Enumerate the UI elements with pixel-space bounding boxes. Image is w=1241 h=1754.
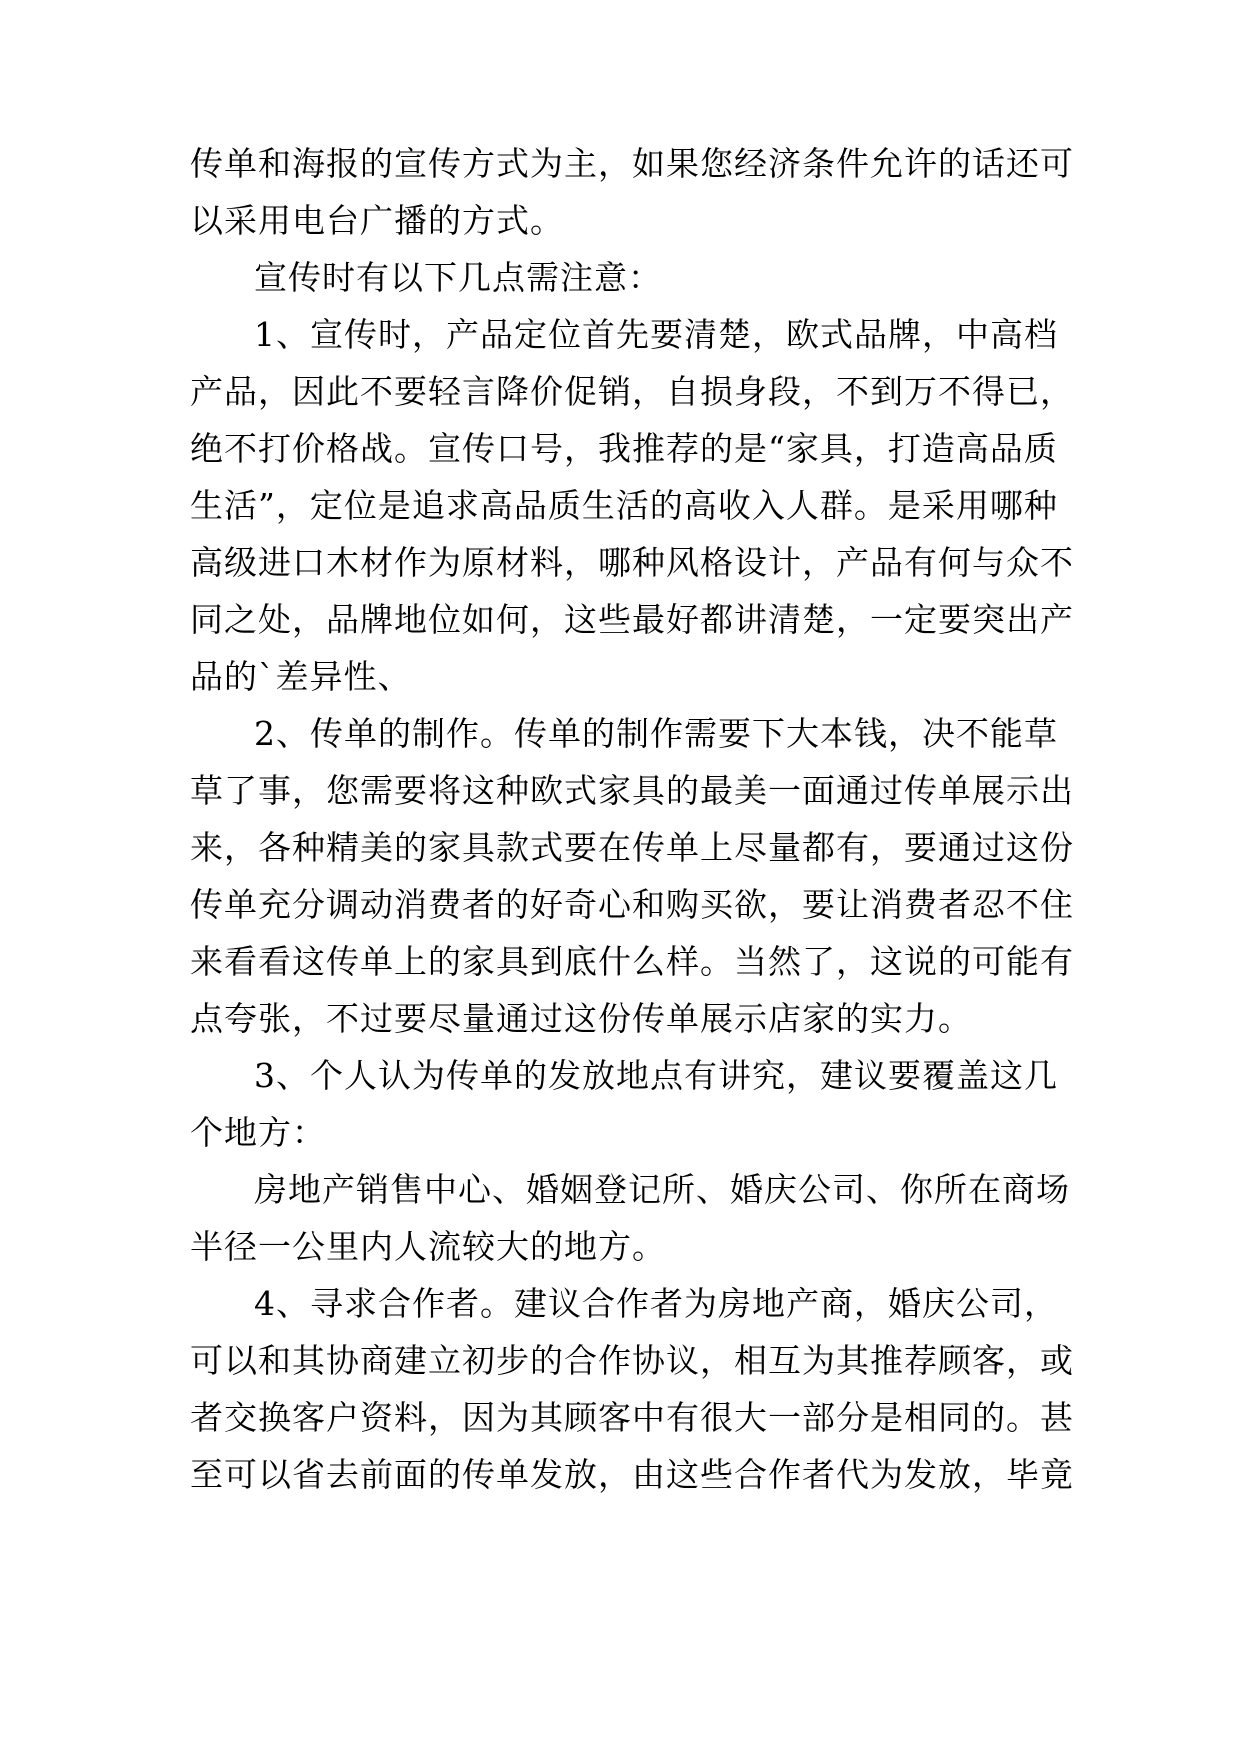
text-line: 个地方： (190, 1113, 326, 1152)
text-line: 2、传单的制作。传单的制作需要下大本钱，决不能草 (254, 714, 1058, 753)
text-line: 高级进口木材作为原材料，哪种风格设计，产品有何与众不 (190, 543, 1074, 582)
text-line: 产品，因此不要轻言降价促销，自损身段，不到万不得已， (190, 372, 1074, 411)
text-line: 宣传时有以下几点需注意： (254, 258, 662, 297)
text-line: 传单和海报的宣传方式为主，如果您经济条件允许的话还可 (190, 144, 1074, 183)
text-line: 以采用电台广播的方式。 (190, 201, 564, 240)
text-line: 来，各种精美的家具款式要在传单上尽量都有，要通过这份 (190, 828, 1074, 867)
text-line: 品的`差异性、 (190, 657, 412, 696)
text-line: 至可以省去前面的传单发放，由这些合作者代为发放，毕竟 (190, 1455, 1074, 1494)
text-line: 3、个人认为传单的发放地点有讲究，建议要覆盖这几 (254, 1056, 1058, 1095)
text-line: 同之处，品牌地位如何，这些最好都讲清楚，一定要突出产 (190, 600, 1074, 639)
text-line: 草了事，您需要将这种欧式家具的最美一面通过传单展示出 (190, 771, 1074, 810)
text-line: 房地产销售中心、婚姻登记所、婚庆公司、你所在商场 (254, 1170, 1070, 1209)
text-line: 者交换客户资料，因为其顾客中有很大一部分是相同的。甚 (190, 1398, 1074, 1437)
text-line: 可以和其协商建立初步的合作协议，相互为其推荐顾客，或 (190, 1341, 1074, 1380)
text-line: 生活”，定位是追求高品质生活的高收入人群。是采用哪种 (190, 486, 1058, 525)
text-line: 4、寻求合作者。建议合作者为房地产商，婚庆公司， (254, 1284, 1058, 1323)
text-line: 半径一公里内人流较大的地方。 (190, 1227, 666, 1266)
text-line: 点夸张，不过要尽量通过这份传单展示店家的实力。 (190, 999, 972, 1038)
text-line: 绝不打价格战。宣传口号，我推荐的是“家具，打造高品质 (190, 429, 1058, 468)
text-line: 1、宣传时，产品定位首先要清楚，欧式品牌，中高档 (254, 315, 1058, 354)
text-line: 来看看这传单上的家具到底什么样。当然了，这说的可能有 (190, 942, 1074, 981)
text-line: 传单充分调动消费者的好奇心和购买欲，要让消费者忍不住 (190, 885, 1074, 924)
